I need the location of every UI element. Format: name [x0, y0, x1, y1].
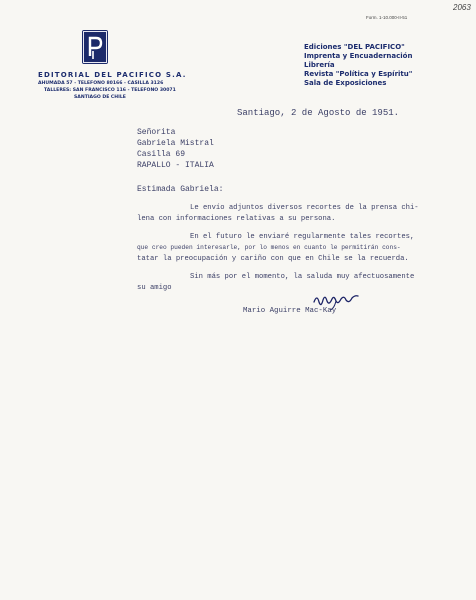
letterhead-right-line: Ediciones "DEL PACIFICO"	[304, 43, 405, 51]
body-line: que creo pueden interesarle, por lo menos en cuanto le permitirán cons-	[137, 244, 401, 251]
body-line: En el futuro le enviaré regularmente tales recortes,	[190, 233, 415, 241]
body-line: su amigo	[137, 284, 172, 292]
company-workshops: TALLERES: SAN FRANCISCO 116 - TELEFONO 30071	[44, 88, 176, 93]
signer-name: Mario Aguirre Mac-Kay	[243, 307, 337, 315]
body-line: tatar la preocupación y cariño con que en Chile se la recuerda.	[137, 255, 409, 263]
recipient-line: RAPALLO - ITALIA	[137, 161, 214, 170]
company-logo	[82, 30, 108, 64]
date-line: Santiago, 2 de Agosto de 1951.	[237, 108, 400, 118]
company-name: EDITORIAL DEL PACIFICO S.A.	[38, 71, 187, 79]
form-code: Form. 1-10.000-II-51	[366, 15, 408, 20]
salutation: Estimada Gabriela:	[137, 185, 224, 194]
recipient-line: Señorita	[137, 128, 176, 137]
recipient-line: Gabriela Mistral	[137, 139, 214, 148]
body-line: Le envío adjuntos diversos recortes de la prensa chi-	[190, 204, 419, 212]
letterhead-right-line: Imprenta y Encuadernación	[304, 52, 413, 60]
body-line: lena con informaciones relativas a su persona.	[137, 215, 336, 223]
recipient-line: Casilla 69	[137, 150, 186, 159]
company-city: SANTIAGO DE CHILE	[74, 95, 126, 100]
letterhead-right-line: Revista "Política y Espíritu"	[304, 70, 413, 78]
company-address: AHUMADA 57 - TELEFONO 80166 - CASILLA 3126	[38, 81, 164, 86]
document-number: 2063	[453, 3, 471, 12]
letterhead-right-line: Librería	[304, 61, 335, 69]
body-line: Sin más por el momento, la saluda muy afectuosamente	[190, 273, 415, 281]
letterhead-right-line: Sala de Exposiciones	[304, 79, 387, 87]
